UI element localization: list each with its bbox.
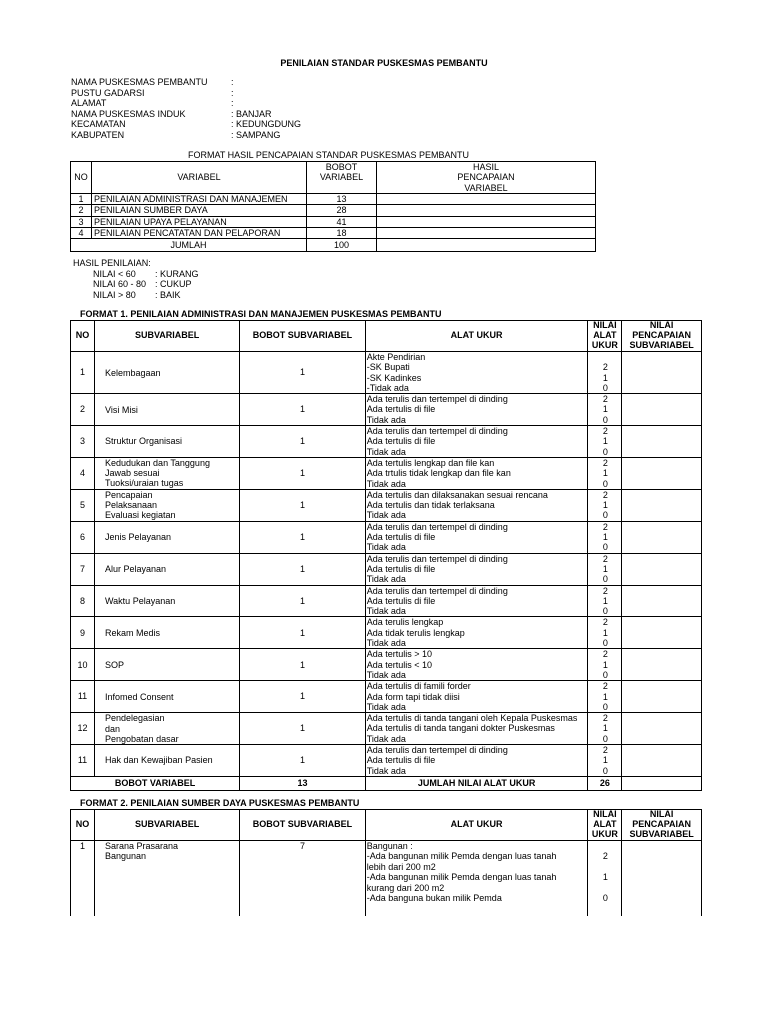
alat-ukur-line: -SK Kadinkes: [366, 372, 422, 383]
info-row: [71, 88, 371, 99]
f1-header-bobot: BOBOT SUBVARIABEL: [240, 321, 366, 352]
row-subvariabel: [95, 713, 240, 745]
legend-ket: : CUKUP: [155, 279, 192, 289]
nilai-alat-line: 2: [602, 553, 608, 564]
row-nilai-alat: [588, 744, 622, 776]
row-alat-ukur: [365, 744, 588, 776]
alat-ukur-line: -SK Bupati: [366, 362, 410, 373]
summary-no: 1: [71, 194, 92, 205]
info-label: PUSTU GADARSI: [71, 87, 145, 98]
row-bobot: 1: [240, 617, 366, 649]
nilai-alat-line: 1: [602, 627, 608, 638]
alat-ukur-line: Ada terulis dan tertempel di dinding: [366, 521, 508, 532]
nilai-alat-line: 0: [602, 382, 608, 393]
subvariabel-line: Alur Pelayanan: [105, 564, 167, 575]
summary-row: [71, 216, 596, 227]
row-nilai-alat: [588, 649, 622, 681]
summary-title: FORMAT HASIL PENCAPAIAN STANDAR PUSKESMAS PEMBANTU: [188, 150, 470, 160]
nilai-alat-line: 2: [602, 362, 608, 373]
row-nilai-alat: [588, 841, 622, 916]
nilai-alat-line: 0: [602, 446, 608, 457]
subvariabel-line: Pelaksanaan: [105, 500, 158, 511]
row-subvariabel: [95, 489, 240, 521]
row-subvariabel: [95, 394, 240, 426]
subvariabel-line: Kedudukan dan Tanggung: [105, 458, 210, 469]
f2-header-no: NO: [71, 810, 95, 841]
row-alat-ukur: [365, 426, 588, 458]
table-row: [71, 744, 702, 776]
subvariabel-line: Kelembagaan: [105, 367, 161, 378]
f2-header-nilai-alat: NILAI ALAT UKUR: [588, 810, 622, 841]
row-no: 5: [71, 489, 95, 521]
row-nilai-pencapaian: [622, 744, 702, 776]
nilai-alat-line: 1: [602, 755, 608, 766]
table-row: [71, 649, 702, 681]
row-no: 4: [71, 457, 95, 489]
row-no: 1: [71, 352, 95, 394]
row-no: 9: [71, 617, 95, 649]
f1-header-nilai-pencapaian: NILAI PENCAPAIAN SUBVARIABEL: [622, 321, 702, 352]
alat-ukur-line: Ada terulis lengkap: [366, 617, 444, 628]
table-row: [71, 521, 702, 553]
nilai-alat-line: 2: [602, 457, 608, 468]
row-subvariabel: [95, 352, 240, 394]
info-label: NAMA PUSKESMAS PEMBANTU: [71, 77, 208, 87]
summary-no: 3: [71, 216, 92, 227]
row-no: 11: [71, 744, 95, 776]
nilai-alat-line: 0: [602, 606, 608, 617]
subvariabel-line: Waktu Pelayanan: [105, 595, 176, 606]
alat-ukur-line: Ada tertulis < 10: [366, 659, 433, 670]
row-bobot: 1: [240, 649, 366, 681]
table-row: [71, 457, 702, 489]
row-nilai-pencapaian: [622, 841, 702, 916]
format1-title: FORMAT 1. PENILAIAN ADMINISTRASI DAN MANAJEMEN PUSKESMAS PEMBANTU: [80, 309, 442, 319]
summary-total-value: 100: [307, 239, 377, 252]
row-no: 10: [71, 649, 95, 681]
row-nilai-alat: [588, 617, 622, 649]
nilai-alat-line: 1: [602, 872, 608, 883]
row-bobot: 1: [240, 585, 366, 617]
nilai-alat-line: 0: [602, 574, 608, 585]
info-value: :: [231, 77, 234, 87]
info-row: [71, 77, 371, 88]
footer-bobot-value: 13: [240, 776, 366, 790]
legend-nilai: NILAI > 80: [93, 289, 136, 300]
alat-ukur-line: Tidak ada: [366, 542, 406, 553]
row-nilai-pencapaian: [622, 617, 702, 649]
nilai-alat-line: 0: [602, 638, 608, 649]
alat-ukur-line: Ada tertulis > 10: [366, 649, 433, 660]
info-row: [71, 119, 371, 130]
summary-variabel: PENILAIAN UPAYA PELAYANAN: [92, 216, 307, 227]
alat-ukur-line: Ada terulis dan tertempel di dinding: [366, 394, 508, 405]
summary-row: [71, 228, 596, 239]
alat-ukur-line: -Tidak ada: [366, 382, 409, 393]
summary-bobot: 41: [307, 216, 377, 227]
alat-ukur-line: Ada terulis dan tertempel di dinding: [366, 426, 508, 437]
info-value: :: [231, 98, 234, 108]
row-alat-ukur: [365, 585, 588, 617]
alat-ukur-line: Akte Pendirian: [366, 352, 426, 362]
nilai-alat-line: 1: [602, 372, 608, 383]
summary-bobot: 18: [307, 228, 377, 239]
row-bobot: 1: [240, 553, 366, 585]
summary-header-no: NO: [71, 162, 92, 194]
row-alat-ukur: [365, 681, 588, 713]
info-value: : KEDUNGDUNG: [231, 119, 302, 129]
row-alat-ukur: [365, 649, 588, 681]
nilai-alat-line: 0: [602, 765, 608, 776]
row-no: 2: [71, 394, 95, 426]
nilai-alat-line: 0: [602, 542, 608, 553]
footer-nilai-pencapaian: [622, 776, 702, 790]
nilai-alat-line: 1: [602, 691, 608, 702]
nilai-alat-line: 2: [602, 394, 608, 405]
nilai-alat-line: [588, 841, 621, 851]
info-label: KABUPATEN: [71, 129, 125, 140]
row-no: 8: [71, 585, 95, 617]
alat-ukur-line: Tidak ada: [366, 638, 406, 649]
row-alat-ukur: [365, 617, 588, 649]
alat-ukur-line: Ada tertulis di file: [366, 404, 436, 415]
info-row: [71, 98, 371, 109]
alat-ukur-line: Ada tertulis di tanda tangani oleh Kepala Puskesmas: [366, 713, 578, 724]
alat-ukur-line: Ada tertulis di file: [366, 436, 436, 447]
row-bobot: 1: [240, 521, 366, 553]
row-subvariabel: [95, 553, 240, 585]
summary-variabel: PENILAIAN ADMINISTRASI DAN MANAJEMEN: [92, 194, 307, 205]
nilai-alat-line: 0: [602, 510, 608, 521]
row-alat-ukur: [365, 553, 588, 585]
nilai-alat-line: 0: [602, 669, 608, 680]
row-nilai-pencapaian: [622, 585, 702, 617]
row-bobot: 7: [240, 841, 366, 916]
alat-ukur-line: -Ada bangunan milik Pemda dengan luas tanah: [366, 851, 557, 862]
row-nilai-alat: [588, 713, 622, 745]
summary-table: [70, 161, 596, 252]
alat-ukur-line: Ada tertulis di tanda tangani dokter Puskesmas: [366, 723, 555, 734]
table-row: [71, 553, 702, 585]
info-value: : SAMPANG: [231, 129, 281, 140]
row-subvariabel: [95, 457, 240, 489]
alat-ukur-line: Tidak ada: [366, 765, 406, 776]
nilai-alat-line: 2: [602, 585, 608, 596]
alat-ukur-line: Ada tidak terulis lengkap: [366, 627, 465, 638]
row-nilai-pencapaian: [622, 681, 702, 713]
nilai-alat-line: 1: [602, 468, 608, 479]
subvariabel-line: Pengobatan dasar: [105, 733, 179, 744]
alat-ukur-line: Ada tertulis di file: [366, 563, 436, 574]
row-nilai-alat: [588, 426, 622, 458]
table-row: [71, 352, 702, 394]
alat-ukur-line: Ada tertulis lengkap dan file kan: [366, 457, 495, 468]
info-row: [71, 130, 371, 141]
alat-ukur-line: Ada tertulis di file: [366, 595, 436, 606]
row-nilai-alat: [588, 489, 622, 521]
subvariabel-line: SOP: [105, 659, 125, 670]
info-value: :: [231, 87, 234, 98]
row-bobot: 1: [240, 457, 366, 489]
alat-ukur-line: Ada tertulis di file: [366, 755, 436, 766]
format1-footer-row: [71, 776, 702, 790]
row-nilai-pencapaian: [622, 521, 702, 553]
row-subvariabel: [95, 841, 240, 916]
f2-header-subvariabel: SUBVARIABEL: [95, 810, 240, 841]
row-alat-ukur: [365, 457, 588, 489]
alat-ukur-line: Ada tertulis dan dilaksanakan sesuai rencana: [366, 489, 548, 500]
summary-no: 4: [71, 228, 92, 239]
row-subvariabel: [95, 521, 240, 553]
summary-hasil: [377, 194, 596, 205]
nilai-alat-line: 1: [602, 563, 608, 574]
nilai-alat-line: 2: [602, 426, 608, 437]
subvariabel-line: Pendelegasian: [105, 713, 165, 724]
row-nilai-pencapaian: [622, 649, 702, 681]
row-no: 6: [71, 521, 95, 553]
nilai-alat-line: 1: [602, 659, 608, 670]
f2-header-alat: ALAT UKUR: [365, 810, 588, 841]
alat-ukur-line: Tidak ada: [366, 669, 406, 680]
document-title: PENILAIAN STANDAR PUSKESMAS PEMBANTU: [280, 58, 488, 68]
alat-ukur-line: -Ada bangunan milik Pemda dengan luas tanah: [366, 872, 557, 883]
table-row: [71, 681, 702, 713]
subvariabel-line: Bangunan: [105, 851, 147, 862]
alat-ukur-line: Ada trtulis tidak lengkap dan file kan: [366, 468, 511, 479]
summary-row: [71, 205, 596, 216]
row-bobot: 1: [240, 394, 366, 426]
alat-ukur-line: Ada form tapi tidak diisi: [366, 691, 460, 702]
row-no: 1: [71, 841, 95, 916]
summary-variabel: PENILAIAN PENCATATAN DAN PELAPORAN: [92, 228, 307, 239]
summary-hasil: [377, 216, 596, 227]
legend-ket: : BAIK: [155, 289, 181, 300]
row-nilai-alat: [588, 457, 622, 489]
alat-ukur-line: Ada tertulis di file: [366, 532, 436, 543]
info-label: ALAMAT: [71, 98, 107, 108]
nilai-alat-line: 0: [602, 892, 608, 903]
row-alat-ukur: [365, 352, 588, 394]
row-nilai-pencapaian: [622, 394, 702, 426]
info-row: [71, 109, 371, 120]
f2-header-bobot: BOBOT SUBVARIABEL: [240, 810, 366, 841]
row-subvariabel: [95, 681, 240, 713]
row-subvariabel: [95, 744, 240, 776]
alat-ukur-line: Tidak ada: [366, 701, 406, 712]
summary-total-row: [71, 239, 596, 252]
row-subvariabel: [95, 585, 240, 617]
subvariabel-line: Tuoksi/uraian tugas: [105, 478, 184, 489]
alat-ukur-line: Tidak ada: [366, 510, 406, 521]
info-label: KECAMATAN: [71, 119, 126, 129]
subvariabel-line: Jawab sesuai: [105, 468, 160, 479]
row-alat-ukur: [365, 841, 588, 916]
nilai-alat-line: [588, 882, 621, 892]
row-no: 12: [71, 713, 95, 745]
summary-total-hasil: [377, 239, 596, 252]
row-subvariabel: [95, 617, 240, 649]
nilai-alat-line: 1: [602, 595, 608, 606]
table-row: [71, 713, 702, 745]
nilai-alat-line: 0: [602, 478, 608, 489]
nilai-alat-line: 2: [602, 617, 608, 628]
row-nilai-alat: [588, 553, 622, 585]
nilai-alat-line: 2: [602, 649, 608, 660]
row-bobot: 1: [240, 426, 366, 458]
table-row: [71, 489, 702, 521]
row-no: 11: [71, 681, 95, 713]
row-alat-ukur: [365, 713, 588, 745]
footer-jumlah-value: 26: [588, 776, 622, 790]
alat-ukur-line: Tidak ada: [366, 606, 406, 617]
alat-ukur-line: Tidak ada: [366, 733, 406, 744]
row-nilai-alat: [588, 681, 622, 713]
row-bobot: 1: [240, 681, 366, 713]
subvariabel-line: Infomed Consent: [105, 691, 174, 702]
alat-ukur-line: Tidak ada: [366, 478, 406, 489]
subvariabel-line: dan: [105, 723, 121, 734]
table-row: [71, 617, 702, 649]
alat-ukur-line: kurang dari 200 m2: [366, 882, 445, 893]
format1-table: [70, 320, 702, 791]
nilai-alat-line: 1: [602, 404, 608, 415]
row-nilai-pencapaian: [622, 426, 702, 458]
nilai-alat-line: 2: [602, 681, 608, 692]
row-alat-ukur: [365, 489, 588, 521]
legend-nilai: NILAI 60 - 80: [93, 279, 147, 289]
alat-ukur-line: Ada tertulis dan tidak terlaksana: [366, 500, 495, 511]
info-label: NAMA PUSKESMAS INDUK: [71, 108, 186, 119]
nilai-alat-line: 1: [602, 500, 608, 511]
legend-block: [73, 258, 273, 300]
summary-row: [71, 194, 596, 205]
footer-jumlah-label: JUMLAH NILAI ALAT UKUR: [365, 776, 588, 790]
nilai-alat-line: 2: [602, 851, 608, 862]
info-block: [71, 77, 371, 140]
row-nilai-pencapaian: [622, 553, 702, 585]
summary-bobot: 13: [307, 194, 377, 205]
legend-ket: : KURANG: [155, 268, 199, 279]
row-bobot: 1: [240, 489, 366, 521]
nilai-alat-line: 0: [602, 701, 608, 712]
footer-bobot-label: BOBOT VARIABEL: [71, 776, 240, 790]
row-alat-ukur: [365, 521, 588, 553]
f2-header-nilai-pencapaian: NILAI PENCAPAIAN SUBVARIABEL: [622, 810, 702, 841]
f1-header-alat: ALAT UKUR: [365, 321, 588, 352]
format2-table: [70, 809, 702, 916]
summary-header-variabel: VARIABEL: [92, 162, 307, 194]
alat-ukur-line: Tidak ada: [366, 574, 406, 585]
subvariabel-line: Struktur Organisasi: [105, 436, 183, 447]
row-nilai-alat: [588, 585, 622, 617]
f1-header-nilai-alat: NILAI ALAT UKUR: [588, 321, 622, 352]
row-no: 7: [71, 553, 95, 585]
summary-hasil: [377, 228, 596, 239]
summary-header-hasil: HASIL PENCAPAIAN VARIABEL: [377, 162, 596, 194]
nilai-alat-line: 2: [602, 489, 608, 500]
info-value: : BANJAR: [231, 108, 272, 119]
alat-ukur-line: Ada terulis dan tertempel di dinding: [366, 585, 508, 596]
alat-ukur-line: Ada terulis dan tertempel di dinding: [366, 553, 508, 564]
nilai-alat-line: 2: [602, 521, 608, 532]
row-nilai-alat: [588, 521, 622, 553]
table-row: [71, 585, 702, 617]
summary-variabel: PENILAIAN SUMBER DAYA: [92, 205, 307, 216]
row-bobot: 1: [240, 713, 366, 745]
legend-nilai: NILAI < 60: [93, 268, 136, 279]
nilai-alat-line: 2: [602, 713, 608, 724]
nilai-alat-line: [588, 352, 621, 362]
legend-row: [73, 269, 273, 280]
table-row: [71, 394, 702, 426]
row-bobot: 1: [240, 744, 366, 776]
row-nilai-alat: [588, 352, 622, 394]
nilai-alat-line: 0: [602, 414, 608, 425]
nilai-alat-line: 1: [602, 436, 608, 447]
summary-no: 2: [71, 205, 92, 216]
subvariabel-line: Evaluasi kegiatan: [105, 510, 176, 521]
row-nilai-alat: [588, 394, 622, 426]
alat-ukur-line: Ada tertulis di famili forder: [366, 681, 471, 692]
row-alat-ukur: [365, 394, 588, 426]
summary-header-bobot: BOBOT VARIABEL: [307, 162, 377, 194]
subvariabel-line: Hak dan Kewajiban Pasien: [105, 755, 213, 766]
row-nilai-pencapaian: [622, 352, 702, 394]
nilai-alat-line: 1: [602, 723, 608, 734]
nilai-alat-line: 0: [602, 733, 608, 744]
table-row: [71, 426, 702, 458]
nilai-alat-line: 2: [602, 744, 608, 755]
alat-ukur-line: -Ada banguna bukan milik Pemda: [366, 892, 502, 903]
legend-title: HASIL PENILAIAN:: [73, 258, 151, 268]
f1-header-subvariabel: SUBVARIABEL: [95, 321, 240, 352]
legend-row: [73, 290, 273, 301]
table-row: [71, 841, 702, 916]
subvariabel-line: Rekam Medis: [105, 627, 161, 638]
row-nilai-pencapaian: [622, 713, 702, 745]
row-subvariabel: [95, 426, 240, 458]
alat-ukur-line: Bangunan :: [366, 841, 413, 851]
f1-header-no: NO: [71, 321, 95, 352]
alat-ukur-line: Tidak ada: [366, 414, 406, 425]
nilai-alat-line: [588, 862, 621, 872]
legend-row: [73, 279, 273, 290]
format2-title: FORMAT 2. PENILAIAN SUMBER DAYA PUSKESMAS PEMBANTU: [80, 798, 360, 808]
summary-bobot: 28: [307, 205, 377, 216]
alat-ukur-line: Tidak ada: [366, 446, 406, 457]
subvariabel-line: Visi Misi: [105, 404, 138, 415]
row-nilai-pencapaian: [622, 457, 702, 489]
nilai-alat-line: 1: [602, 532, 608, 543]
alat-ukur-line: Ada terulis dan tertempel di dinding: [366, 744, 508, 755]
row-bobot: 1: [240, 352, 366, 394]
subvariabel-line: Sarana Prasarana: [105, 841, 179, 851]
row-no: 3: [71, 426, 95, 458]
summary-total-label: JUMLAH: [71, 239, 307, 252]
row-subvariabel: [95, 649, 240, 681]
subvariabel-line: Jenis Pelayanan: [105, 532, 172, 543]
alat-ukur-line: lebih dari 200 m2: [366, 861, 436, 872]
summary-hasil: [377, 205, 596, 216]
row-nilai-pencapaian: [622, 489, 702, 521]
subvariabel-line: Pencapaian: [105, 490, 153, 501]
